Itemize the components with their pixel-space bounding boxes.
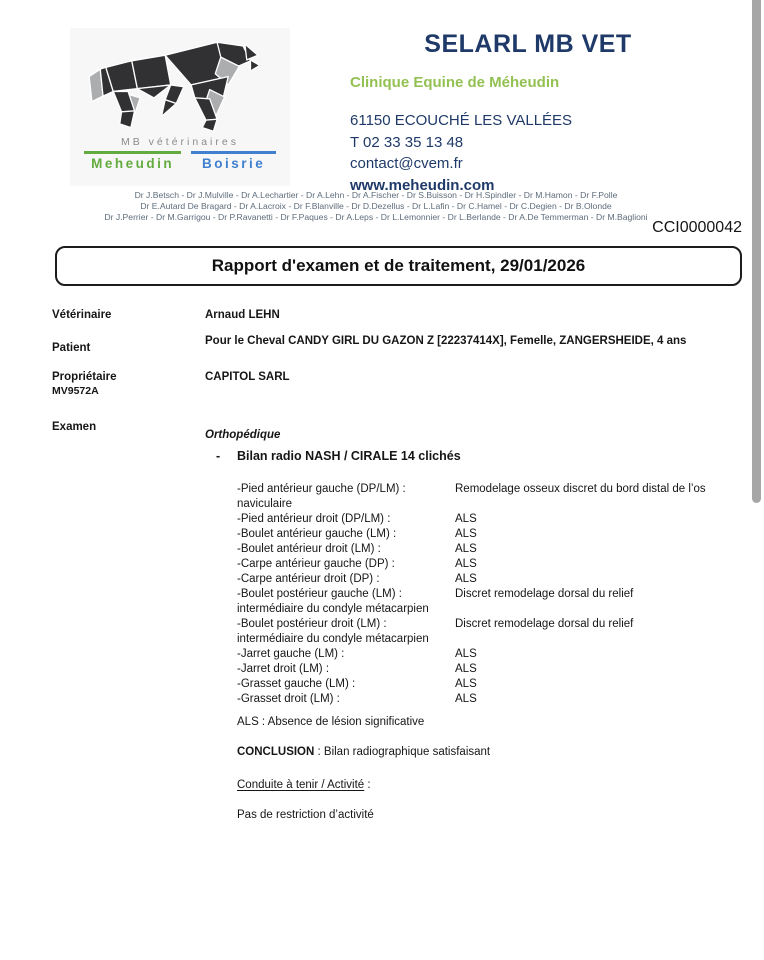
findings-list bbox=[237, 482, 747, 707]
finding-value: ALS bbox=[455, 693, 477, 705]
doctor-line: Dr E.Autard De Bragard - Dr A.Lacroix - Dr F.Blanville - Dr D.Dezellus - Dr L.Lafin - Dr C.Hamel - Dr C.Degien - Dr B.Olonde bbox=[140, 201, 612, 211]
finding-value: ALS bbox=[455, 573, 477, 585]
finding-label: -Carpe antérieur gauche (DP) : bbox=[237, 558, 395, 570]
finding-line bbox=[237, 602, 747, 617]
clinic-logo bbox=[70, 28, 290, 186]
finding-line bbox=[237, 677, 747, 692]
finding-value: ALS bbox=[455, 528, 477, 540]
patient-label: Patient bbox=[52, 342, 91, 354]
exam-title: Bilan radio NASH / CIRALE 14 clichés bbox=[237, 449, 461, 463]
finding-value: Discret remodelage dorsal du relief bbox=[455, 618, 634, 630]
veterinarian-label: Vétérinaire bbox=[52, 309, 112, 321]
conduct-label: Conduite à tenir / Activité bbox=[237, 779, 365, 791]
clinic-email-link[interactable]: contact@cvem.fr bbox=[350, 155, 463, 172]
finding-value: ALS bbox=[455, 648, 477, 660]
finding-value: ALS bbox=[455, 663, 477, 675]
finding-label: -Carpe antérieur droit (DP) : bbox=[237, 573, 380, 585]
doctors-list bbox=[0, 190, 752, 223]
owner-label: Propriétaire bbox=[52, 371, 117, 383]
conduct-heading bbox=[237, 779, 371, 791]
conclusion-line bbox=[237, 746, 490, 758]
finding-value: ALS bbox=[455, 543, 477, 555]
finding-line bbox=[237, 527, 747, 542]
document-number: CCI0000042 bbox=[652, 219, 742, 236]
finding-line bbox=[237, 662, 747, 677]
finding-label: -Grasset gauche (LM) : bbox=[237, 678, 356, 690]
finding-label: -Boulet postérieur gauche (LM) : bbox=[237, 588, 402, 600]
conclusion-text: : Bilan radiographique satisfaisant bbox=[314, 746, 491, 758]
finding-label: -Boulet antérieur gauche (LM) : bbox=[237, 528, 397, 540]
finding-value: ALS bbox=[455, 513, 477, 525]
owner-reference: MV9572A bbox=[52, 385, 99, 397]
finding-line bbox=[237, 497, 747, 512]
patient-value: Pour le Cheval CANDY GIRL DU GAZON Z [22237414X], Femelle, ZANGERSHEIDE, 4 ans bbox=[205, 335, 687, 347]
doctor-line: Dr J.Betsch - Dr J.Mulville - Dr A.Lechartier - Dr A.Lehn - Dr A.Fischer - Dr S.Buisson - Dr H.Spindler - Dr M.Hamon - Dr F.Polle bbox=[134, 190, 618, 200]
finding-value: Remodelage osseux discret du bord distal de l’os bbox=[455, 483, 706, 495]
clinic-address: 61150 ECOUCHÉ LES VALLÉES bbox=[350, 112, 573, 129]
finding-value: ALS bbox=[455, 678, 477, 690]
finding-label: -Jarret droit (LM) : bbox=[237, 663, 330, 675]
clinic-name: Clinique Equine de Méheudin bbox=[350, 74, 560, 91]
finding-label: -Grasset droit (LM) : bbox=[237, 693, 340, 705]
exam-bullet: - bbox=[216, 449, 221, 463]
finding-line bbox=[237, 632, 747, 647]
finding-line bbox=[237, 647, 747, 662]
doctor-line: Dr J.Perrier - Dr M.Garrigou - Dr P.Ravanetti - Dr F.Paques - Dr A.Leps - Dr L.Lemonnier - Dr L.Berlande - Dr A.De Temmerman - Dr M.Baglioni bbox=[104, 212, 648, 222]
org-title: SELARL MB VET bbox=[424, 30, 632, 58]
finding-line bbox=[237, 482, 747, 497]
clinic-website-link[interactable]: www.meheudin.com bbox=[350, 176, 495, 194]
exam-category: Orthopédique bbox=[205, 429, 281, 441]
finding-line bbox=[237, 512, 747, 527]
finding-value: Discret remodelage dorsal du relief bbox=[455, 588, 634, 600]
scrollbar-thumb[interactable] bbox=[752, 0, 761, 503]
finding-continuation: intermédiaire du condyle métacarpien bbox=[237, 633, 429, 645]
finding-label: -Jarret gauche (LM) : bbox=[237, 648, 345, 660]
conclusion-label: CONCLUSION bbox=[237, 746, 315, 758]
clinic-header bbox=[350, 30, 732, 196]
finding-continuation: intermédiaire du condyle métacarpien bbox=[237, 603, 429, 615]
exam-label: Examen bbox=[52, 421, 97, 433]
activity-note: Pas de restriction d’activité bbox=[237, 809, 374, 821]
horse-logo-icon bbox=[78, 32, 282, 136]
finding-line bbox=[237, 692, 747, 707]
finding-label: -Pied antérieur droit (DP/LM) : bbox=[237, 513, 391, 525]
logo-site-meheudin: Meheudin bbox=[84, 151, 181, 171]
clinic-phone: T 02 33 35 13 48 bbox=[350, 133, 464, 151]
logo-site-boisrie: Boisrie bbox=[191, 151, 276, 171]
report-title: Rapport d'examen et de traitement, 29/01/2026 bbox=[211, 256, 586, 275]
finding-line bbox=[237, 572, 747, 587]
finding-line bbox=[237, 617, 747, 632]
finding-line bbox=[237, 587, 747, 602]
conduct-colon: : bbox=[364, 779, 371, 791]
finding-value: ALS bbox=[455, 558, 477, 570]
owner-value: CAPITOL SARL bbox=[205, 371, 290, 383]
finding-label: -Boulet antérieur droit (LM) : bbox=[237, 543, 381, 555]
als-legend: ALS : Absence de lésion significative bbox=[237, 716, 425, 728]
finding-line bbox=[237, 557, 747, 572]
finding-line bbox=[237, 542, 747, 557]
finding-continuation: naviculaire bbox=[237, 498, 292, 510]
report-title-box bbox=[55, 246, 742, 286]
finding-label: -Pied antérieur gauche (DP/LM) : bbox=[237, 483, 406, 495]
veterinarian-value: Arnaud LEHN bbox=[205, 309, 280, 321]
finding-label: -Boulet postérieur droit (LM) : bbox=[237, 618, 387, 630]
logo-caption: MB vétérinaires bbox=[121, 136, 239, 148]
